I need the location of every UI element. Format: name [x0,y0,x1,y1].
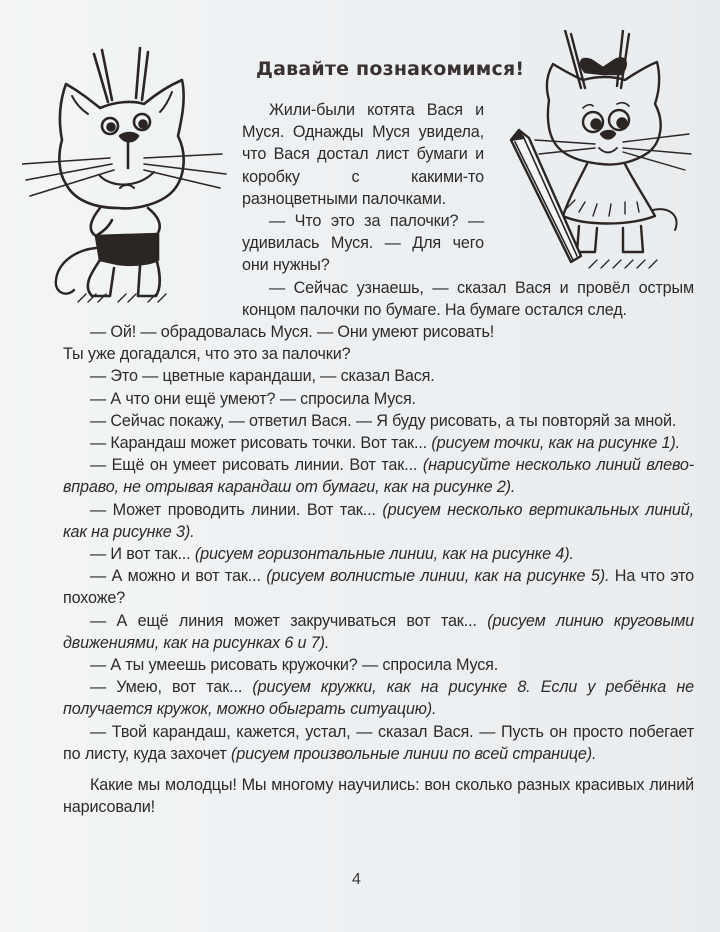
paragraph: Ты уже догадался, что это за палочки? [63,345,351,364]
page-number: 4 [352,871,361,888]
paragraph: — Сейчас узнаешь, — сказал Вася и провёл острым концом палочки по бумаге. На бумаге остался след. [242,278,694,319]
dialogue-text: — Твой карандаш, кажется, устал, — сказал Вася. — Пусть он просто побегает по листу, куда захочет [63,722,694,763]
instruction-note: (рисуем точки, как на рисунке 1). [431,434,680,453]
paragraph [63,432,694,454]
dialogue-text: — И вот так... [90,545,195,564]
dialogue-text: — Может проводить линии. Вот так... [90,500,383,519]
page-title: Давайте познакомимся! [256,58,525,80]
dialogue-text: — Умею, вот так... [90,678,253,697]
instruction-note: (рисуем несколько вертикальных линий, как на рисунке 3). [63,500,694,541]
instruction-note: (рисуем линию круговыми движениями, как на рисунках 6 и 7). [63,611,695,652]
instruction-note: (рисуем горизонтальные линии, как на рисунке 4). [194,545,574,564]
illustration-space [494,99,694,247]
instruction-note: (рисуем произвольные линии по всей странице). [231,744,597,763]
instruction-note: (рисуем волнистые линии, как на рисунке 5). [266,567,610,586]
upper-block [63,99,694,321]
story-body [63,99,694,819]
paragraph [63,454,694,498]
paragraph [63,543,694,565]
paragraph [63,499,694,543]
dialogue-text: — А ещё линия может закручиваться вот так... [90,611,488,630]
closing-paragraph: Какие мы молодцы! Мы многому научились: вон сколько разных красивых линий нарисовали! [63,776,694,817]
dialogue-tail: На что это похоже? [63,567,695,608]
paragraph: — Это — цветные карандаши, — сказал Вася. [90,367,435,386]
paragraph [63,610,694,654]
paragraph: — Ой! — обрадовалась Муся. — Они умеют рисовать! [90,323,495,342]
paragraph [63,565,694,609]
paragraph [63,676,694,720]
paragraph: — Сейчас покажу, — ответил Вася. — Я буду рисовать, а ты повторяй за мной. [90,411,677,430]
paragraph: — Что это за палочки? — удивилась Муся. — Для чего они нужны? [242,212,484,275]
dialogue-text: — Карандаш может рисовать точки. Вот так... [90,434,432,453]
dialogue-text: — Ещё он умеет рисовать линии. Вот так... [90,456,423,475]
instruction-note: (рисуем кружки, как на рисунке 8. Если у ребёнка не получается кружок, можно обыграть ситуацию). [63,678,694,719]
paragraph: Жили-были котята Вася и Муся. Однажды Муся увидела, что Вася достал лист бумаги и коробку с какими-то разноцветными палочками. [242,101,484,208]
dialogue-text: — А можно и вот так... [90,567,267,586]
instruction-note: (нарисуйте несколько линий влево-вправо, не отрывая карандаш от бумаги, как на рисунке 2). [63,456,694,497]
paragraph: — А что они ещё умеют? — спросила Муся. [90,389,416,408]
paragraph [63,721,694,765]
paragraph: — А ты умеешь рисовать кружочки? — спросила Муся. [90,656,499,675]
